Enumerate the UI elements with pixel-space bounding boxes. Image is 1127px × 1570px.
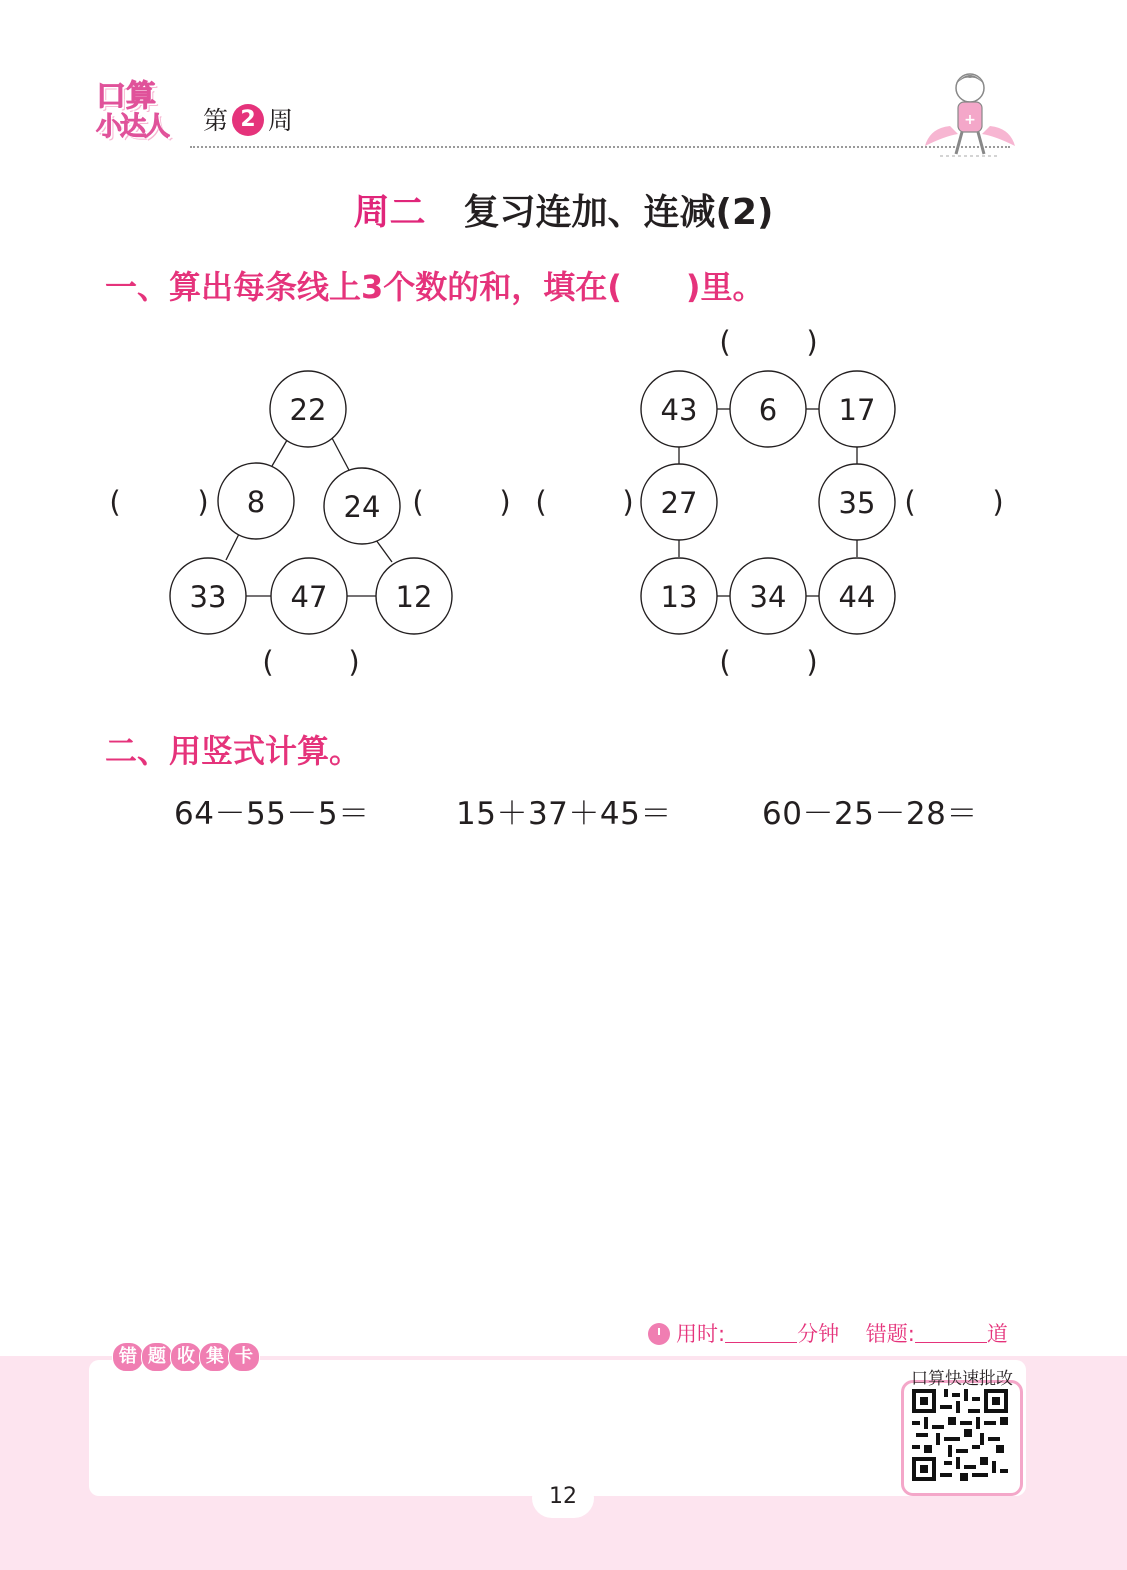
sq-num-bottom-mid: 34 [749,580,787,614]
answer-blank-tri-left-close: ) [197,485,209,519]
week-number-badge: 2 [232,104,264,136]
mistake-card [89,1360,1026,1496]
card-title-char: 卡 [228,1342,260,1372]
qr-code-icon[interactable] [912,1389,1008,1481]
tri-num-bottom-mid: 47 [290,580,328,614]
sq-num-bottom-right: 44 [838,580,876,614]
answer-blank-sq-top-close: ) [806,325,818,359]
week-suffix: 周 [268,106,294,135]
time-blank[interactable] [725,1322,797,1343]
sq-num-top-mid: 6 [758,393,778,427]
tri-line-right-bottom [376,540,392,562]
sq-num-top-right: 17 [838,393,876,427]
sq-num-mid-right: 35 [838,486,876,520]
answer-blank-sq-left-close: ) [622,485,634,519]
answer-blank-tri-left-open: ( [109,485,121,519]
section1-heading: 一、算出每条线上3个数的和，填在( )里。 [105,268,765,306]
time-unit: 分钟 [797,1322,840,1346]
time-label: 用时: [676,1322,726,1346]
svg-text:+: + [964,112,976,128]
tri-line-right-top [332,438,350,472]
answer-blank-sq-bottom-close: ) [806,645,818,679]
answer-blank-tri-right-close: ) [499,485,511,519]
page-number: 12 [549,1484,577,1509]
tri-line-left-bottom [226,532,240,560]
sq-num-mid-left: 27 [660,486,698,520]
stopwatch-icon [648,1323,670,1345]
tri-num-right-mid: 24 [343,490,381,524]
answer-blank-tri-right-open: ( [412,485,424,519]
answer-blank-sq-right-open: ( [904,485,916,519]
tri-num-bottom-right: 12 [395,580,433,614]
answer-blank-sq-right-close: ) [992,485,1004,519]
answer-blank-tri-bottom-close: ) [348,645,360,679]
tri-num-top: 22 [289,393,327,427]
logo-line2: 小达人 [96,112,169,142]
answer-blank-sq-bottom-open: ( [719,645,731,679]
header-divider [190,146,1010,148]
book-logo [96,79,182,152]
answer-blank-tri-bottom-open: ( [262,645,274,679]
equation-1: 64－55－5＝ [174,796,370,832]
logo-line1: 口算 [96,79,156,114]
superhero-mascot-icon [920,66,1020,162]
tri-num-bottom-left: 33 [189,580,227,614]
card-title-char: 错 [112,1342,144,1372]
sq-num-top-left: 43 [660,393,698,427]
answer-blank-sq-left-open: ( [535,485,547,519]
title-day: 周二 [353,192,426,233]
error-unit: 道 [986,1322,1008,1346]
card-title-char: 收 [170,1342,202,1372]
card-title-char: 题 [141,1342,173,1372]
sq-num-bottom-left: 13 [660,580,698,614]
page-title [0,184,1127,235]
equation-2: 15＋37＋45＝ [456,796,672,832]
answer-blank-sq-top-open: ( [719,325,731,359]
equation-3: 60－25－28＝ [762,796,978,832]
section2-heading: 二、用竖式计算。 [105,732,362,770]
week-label [203,104,293,138]
week-prefix: 第 [203,106,229,135]
error-blank[interactable] [915,1322,987,1343]
card-title-char: 集 [199,1342,231,1372]
qr-label: 口算快速批改 [911,1369,1013,1389]
mistake-card-title [112,1342,257,1374]
number-diagrams [0,300,1127,720]
tri-num-left-mid: 8 [246,485,266,519]
timer-line [648,1318,1008,1350]
error-label: 错题: [865,1322,915,1346]
title-text: 复习连加、连减(2) [463,192,774,233]
